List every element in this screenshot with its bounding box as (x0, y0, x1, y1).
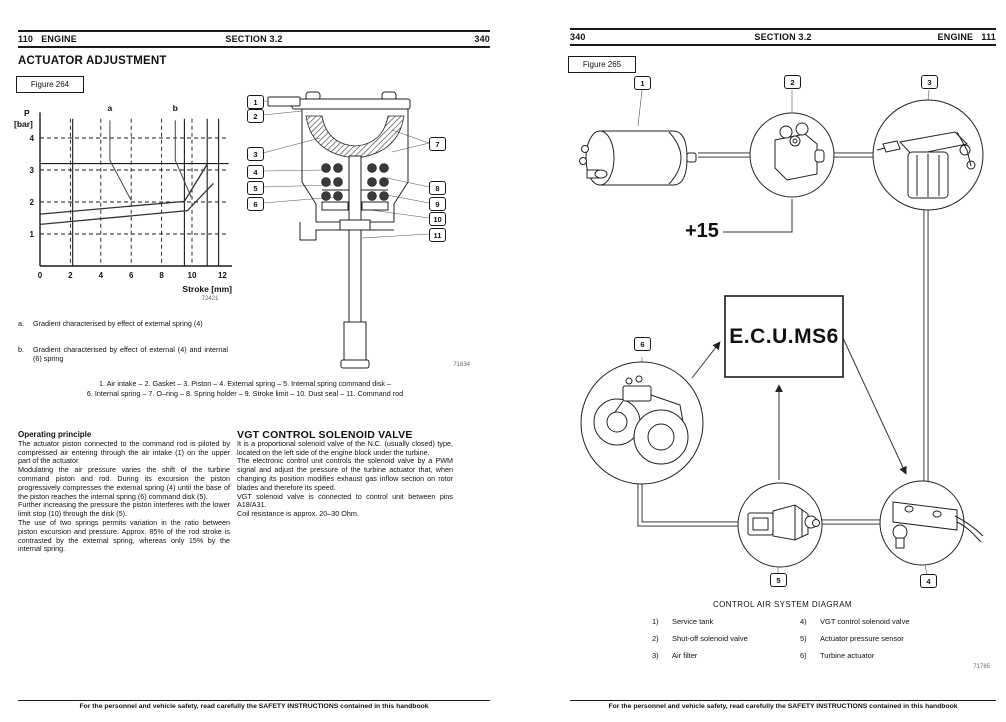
header-right: ENGINE 111 (937, 32, 996, 42)
vgt-valve-drawing (880, 481, 983, 565)
header-left: 340 (570, 32, 586, 42)
svg-text:b: b (172, 102, 178, 113)
turbine-actuator-drawing (581, 362, 703, 484)
operating-principle-section (18, 431, 230, 554)
op-para-2: Modulating the air pressure varies the shift of the turbine command piston and rod. During its excursion the piston progressively compresses the external spring (4) until the base of the piston reaches the internal spring (6) command disk (5). (18, 465, 230, 501)
svg-text:a: a (107, 102, 113, 113)
callout-3: 3 (921, 75, 938, 89)
callout-3: 3 (247, 147, 264, 161)
header-rule-top (570, 28, 996, 30)
callout-2: 2 (784, 75, 801, 89)
callout-1: 1 (247, 95, 264, 109)
legend-item: 2) Shut-off solenoid valve (652, 634, 748, 643)
figure-label: Figure 265 (568, 56, 636, 73)
svg-text:2: 2 (68, 271, 73, 280)
svg-text:4: 4 (29, 134, 34, 143)
vgt-para-4: Coil resistance is approx. 20–30 Ohm. (237, 509, 359, 519)
svg-text:12: 12 (217, 271, 227, 280)
drawing-code: 71834 (453, 362, 470, 368)
svg-text:0: 0 (37, 271, 43, 280)
callout-6: 6 (634, 337, 651, 351)
page-header (18, 34, 490, 44)
figure-label: Figure 264 (16, 76, 84, 93)
callout-2: 2 (247, 109, 264, 123)
callout-8: 8 (429, 181, 446, 195)
legend-item: 5) Actuator pressure sensor (800, 634, 904, 643)
legend-item: 6) Turbine actuator (800, 651, 875, 660)
callout-9: 9 (429, 197, 446, 211)
svg-text:1: 1 (29, 230, 34, 239)
svg-text:[bar]: [bar] (14, 119, 33, 129)
note-a (18, 320, 228, 329)
header-rule-top (18, 30, 490, 32)
svg-text:8: 8 (159, 271, 164, 280)
vgt-para-3: VGT solenoid valve is connected to control unit between pins A18/A31. (237, 491, 453, 510)
note-b (18, 346, 228, 364)
callout-1: 1 (634, 76, 651, 90)
callout-5: 5 (247, 181, 264, 195)
header-center: SECTION 3.2 (754, 32, 812, 42)
chart-code: 72421 (201, 296, 219, 302)
parts-caption (30, 379, 460, 398)
callout-7: 7 (429, 137, 446, 151)
page-header (570, 32, 996, 42)
svg-text:P: P (24, 108, 30, 118)
plus15-label: +15 (685, 220, 719, 242)
vgt-para-1: It is a proportional solenoid valve of the N.C. (usually closed) type, located on the left side of the engine block under the turbine. (237, 438, 453, 457)
svg-text:3: 3 (29, 166, 34, 175)
footer-rule (570, 700, 996, 701)
footer-rule (18, 700, 490, 701)
service-tank-drawing (580, 131, 697, 185)
callout-6: 6 (247, 197, 264, 211)
legend-item: 3) Air filter (652, 651, 698, 660)
callout-5: 5 (770, 573, 787, 587)
ecu-label: E.C.U.MS6 (729, 324, 839, 348)
svg-text:10: 10 (187, 271, 197, 280)
pressure-stroke-chart (10, 94, 238, 299)
footer-text: For the personnel and vehicle safety, read carefully the SAFETY INSTRUCTIONS contained in this handbook (608, 703, 958, 710)
shutoff-valve-drawing (750, 113, 834, 197)
header-rule-bottom (570, 44, 996, 46)
vgt-section (237, 431, 453, 519)
page-title: ACTUATOR ADJUSTMENT (18, 55, 167, 67)
air-filter-drawing (873, 100, 983, 210)
diagram-code: 71765 (973, 664, 990, 670)
vgt-heading: VGT CONTROL SOLENOID VALVE (237, 429, 413, 441)
svg-text:2: 2 (29, 198, 34, 207)
header-rule-bottom (18, 46, 490, 48)
diagram-caption: CONTROL AIR SYSTEM DIAGRAM (712, 600, 852, 609)
note-b-key: b. (18, 345, 24, 354)
note-a-key: a. (18, 319, 24, 328)
op-para-1: The actuator piston connected to the command rod is piloted by compressed air entering through the air intake (1) on the upper part of the actuator. (18, 438, 230, 466)
parts-caption-line2: 6. Internal spring – 7. O–ring – 8. Spring holder – 9. Stroke limit – 10. Dust seal – 11. Command rod (86, 388, 404, 398)
callout-4: 4 (247, 165, 264, 179)
callout-11: 11 (429, 228, 446, 242)
svg-text:4: 4 (98, 271, 104, 280)
diagram-legend (652, 617, 910, 668)
svg-text:Stroke [mm]: Stroke [mm] (182, 284, 232, 294)
vgt-para-2: The electronic control unit controls the solenoid valve by a PWM signal and adjust the pressure of the turbine actuator that, when changing its position modifies exhaust gas inflow section on rotor blades and therefore its speed. (237, 456, 453, 492)
callout-10: 10 (429, 212, 446, 226)
note-b-text: Gradient characterised by effect of external (4) and internal (6) spring (33, 345, 228, 363)
pressure-sensor-drawing (738, 483, 822, 567)
header-left: 110 ENGINE (18, 34, 77, 44)
header-right: 340 (474, 34, 490, 44)
legend-item: 4) VGT control solenoid valve (800, 617, 910, 626)
parts-caption-line1: 1. Air intake – 2. Gasket – 3. Piston – 4. External spring – 5. Internal spring command disk – (98, 379, 392, 388)
op-para-4: The use of two springs permits variation in the ratio between piston excursion and pressure. Approx. 85% of the rod stroke is contrasted by the external spring, whereas only 15% by the internal spring. (18, 517, 230, 554)
header-center: SECTION 3.2 (225, 34, 283, 44)
footer-text: For the personnel and vehicle safety, read carefully the SAFETY INSTRUCTIONS contained in this handbook (79, 703, 429, 710)
operating-principle-heading: Operating principle (18, 430, 92, 439)
note-a-text: Gradient characterised by effect of external spring (4) (33, 319, 203, 328)
op-para-3: Further increasing the pressure the piston interferes with the lower limit stop (10) through the disk (5). (18, 500, 230, 519)
legend-item: 1) Service tank (652, 617, 714, 626)
callout-4: 4 (920, 574, 937, 588)
svg-text:6: 6 (128, 271, 134, 280)
